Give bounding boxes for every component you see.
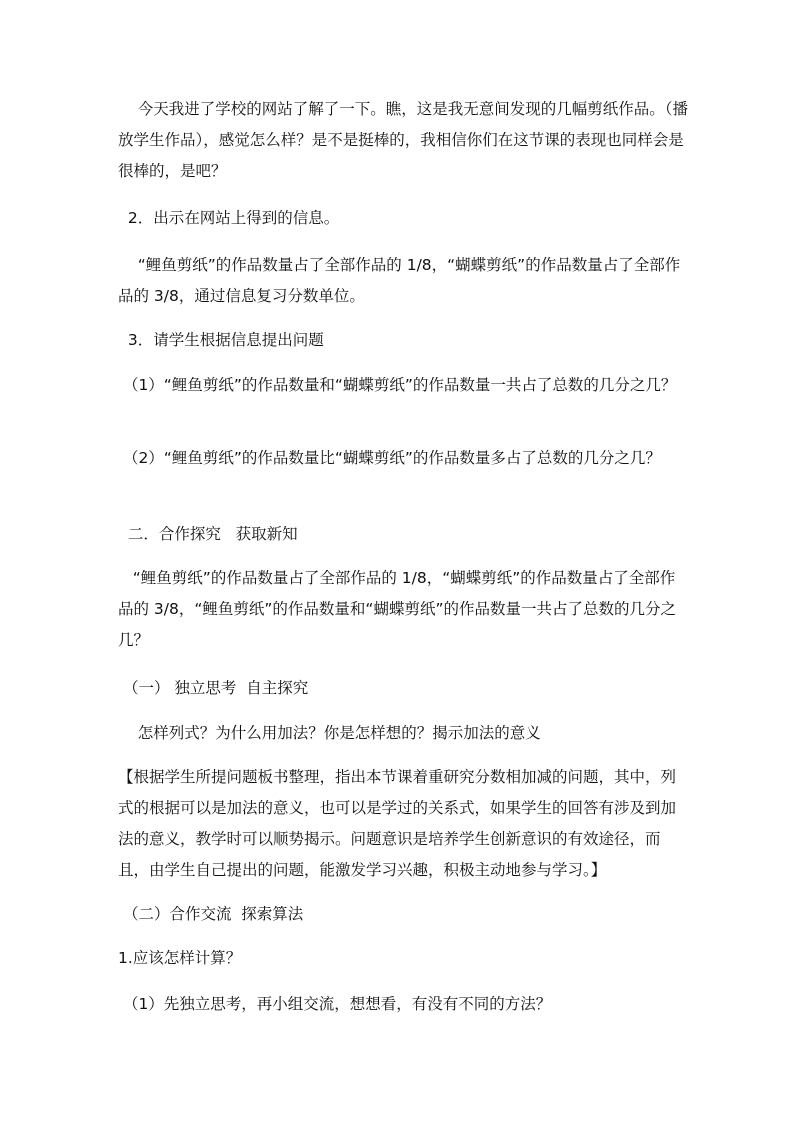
paragraph-step-3: 3．请学生根据信息提出问题 bbox=[118, 331, 324, 349]
paragraph-question-1: （1）“鲤鱼剪纸”的作品数量和“蝴蝶剪纸”的作品数量一共占了总数的几分之几？ bbox=[118, 376, 677, 394]
paragraph-intro: 今天我进了学校的网站了解了一下。瞧，这是我无意间发现的几幅剪纸作品。（播放学生作品），感觉怎么样？是不是挺棒的，我相信你们在这节课的表现也同样会是很棒的，是吧？ bbox=[118, 100, 688, 180]
paragraph-question-2: （2）“鲤鱼剪纸”的作品数量比“蝴蝶剪纸”的作品数量多占了总数的几分之几？ bbox=[118, 449, 661, 467]
section-heading-2: 二．合作探究 获取新知 bbox=[118, 525, 298, 543]
paragraph-method: 怎样列式？为什么用加法？你是怎样想的？揭示加法的意义 bbox=[118, 724, 541, 742]
paragraph-problem: “鲤鱼剪纸”的作品数量占了全部作品的 1/8，“蝴蝶剪纸”的作品数量占了全部作品的 3/8，“鲤鱼剪纸”的作品数量和“蝴蝶剪纸”的作品数量一共占了总数的几分之几？ bbox=[118, 569, 676, 649]
paragraph-info: “鲤鱼剪纸”的作品数量占了全部作品的 1/8，“蝴蝶剪纸”的作品数量占了全部作品的 3/8，通过信息复习分数单位。 bbox=[118, 256, 681, 305]
paragraph-calc-step-1: （1）先独立思考，再小组交流，想想看，有没有不同的方法？ bbox=[118, 995, 552, 1013]
paragraph-step-2: 2．出示在网站上得到的信息。 bbox=[118, 209, 340, 227]
paragraph-calc-question: 1.应该怎样计算？ bbox=[118, 949, 242, 967]
subsection-heading-2: （二）合作交流 探索算法 bbox=[118, 905, 304, 923]
paragraph-note: 【根据学生所提问题板书整理，指出本节课着重研究分数相加减的问题，其中，列式的根据可以是加法的意义，也可以是学过的关系式，如果学生的回答有涉及到加法的意义，教学时可以顺势揭示。问题意识是培养学生创新意识的有效途径，而且，由学生自己提出的问题，能激发学习兴趣，积极主动地参与学习。】 bbox=[118, 768, 677, 879]
subsection-heading-1: （一） 独立思考 自主探究 bbox=[118, 679, 309, 697]
